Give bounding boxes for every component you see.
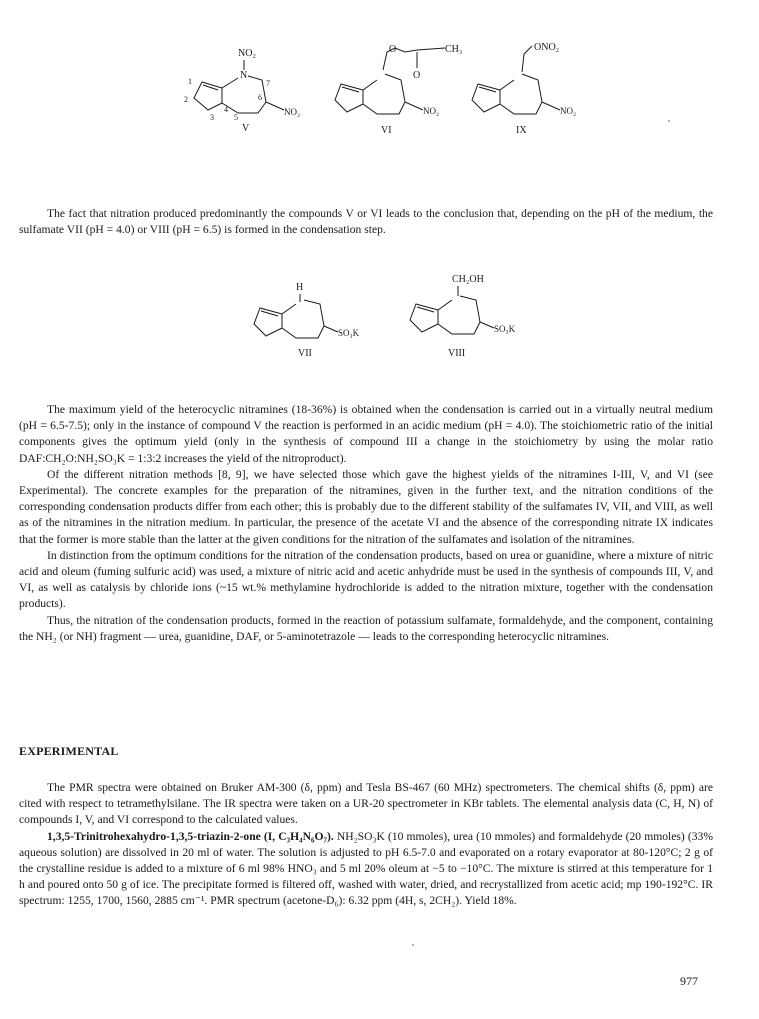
structure-VII-drawing	[252, 278, 372, 363]
structure-VIII-drawing	[404, 270, 524, 365]
speck	[412, 944, 414, 946]
discussion-paragraph: Of the different nitration methods [8, 9], we have selected those which gave the highest yields of the nitramines I-III, V, and VI (see Experimental). The concrete examples for the preparation of the nitramines, given in the further text, and the nitration conditions of the corresponding condensation products differ from each other; this is probably due to the different stability of the sulfamates IV, VII, and VIII, as well as of the nitramines in the nitration medium. In particular, the presence of the acetate VI and the absence of the corresponding nitrate IX indicates that the former is more stable than the latter at the given conditions for the nitration of the sulfamates and isolation of the nitramines.	[19, 467, 713, 546]
discussion-paragraph: The maximum yield of the heterocyclic nitramines (18-36%) is obtained when the condensation is carried out in a virtually neutral medium (pH = 6.5-7.5); only in the instance of compound V the reaction is performed in an acidic medium (pH = 4.0). The stoichiometric ratio of the initial components gives the optimum yield (only in the synthesis of compound III a change in the stoichiometry by using the molar ratio DAF:CH₂O:NH₂SO₃K = 1:3:2 increases the yield of the nitroproduct).	[19, 403, 713, 465]
structure-IX-drawing	[468, 30, 608, 135]
svg-text:CH₂OH: CH₂OH	[452, 274, 484, 285]
svg-text:CH₃: CH₃	[445, 44, 463, 55]
page-number: 977	[680, 974, 698, 988]
procedure-text: NH₂SO₃K (10 mmoles), urea (10 mmoles) and formaldehyde (20 mmoles) (33% aqueous solution) are dissolved in 20 ml of water. The solution is adjusted to pH 6.5-7.0 and evaporated on a rotary evaporator at 80-120°C; 2 g of the crystalline residue is added to a mixture of 6 ml 98% HNO₃ and 5 ml 20% oleum at −5 to −10°C. The mixture is stirred at this temperature for 1 h and poured onto 50 g of ice. The precipitate formed is filtered off, washed with water, dried, and recrystallized from acetic acid; mp 190-192°C. IR spectrum: 1255, 1700, 1560, 2885 cm⁻¹. PMR spectrum (acetone-D₆): 6.32 ppm (4H, s, 2CH₂). Yield 18%.	[19, 829, 713, 908]
svg-text:IX: IX	[516, 125, 527, 136]
svg-text:O: O	[413, 70, 421, 81]
structure-VI	[325, 30, 475, 135]
svg-text:VIII: VIII	[448, 348, 466, 359]
svg-text:SO₃K: SO₃K	[494, 324, 516, 334]
svg-text:3: 3	[210, 113, 214, 122]
svg-text:SO₃K: SO₃K	[338, 328, 360, 338]
paragraph-intro	[19, 206, 713, 238]
svg-text:H: H	[296, 282, 304, 293]
svg-text:6: 6	[258, 93, 262, 102]
svg-text:NO₂: NO₂	[284, 107, 301, 117]
structure-V-drawing	[180, 40, 320, 135]
svg-text:VII: VII	[298, 348, 312, 359]
discussion-paragraph: In distinction from the optimum conditions for the nitration of the condensation products, based on urea or guanidine, where a mixture of nitric acid and oleum (fuming sulfuric acid) was used, a mixture of nitric acid and acetic anhydride must be used in the synthesis of compounds III, V, and VI, as well as catalysis by chloride ions (~15 wt.% methylamine hydrochloride is added to the nitration mixture, together with the condensation products).	[19, 548, 713, 611]
svg-text:NO₂: NO₂	[238, 48, 256, 59]
experimental-procedure	[19, 829, 713, 910]
structure-VII	[252, 278, 372, 363]
svg-text:7: 7	[266, 79, 270, 88]
svg-text:ONO₂: ONO₂	[534, 42, 560, 53]
discussion-paragraph: Thus, the nitration of the condensation products, formed in the reaction of potassium sulfamate, formaldehyde, and the component, containing the NH₂ (or NH) fragment — urea, guanidine, DAF, or 5-aminotetrazole — leads to the corresponding heterocyclic nitramines.	[19, 613, 713, 643]
discussion-block	[19, 402, 713, 645]
svg-text:V: V	[242, 123, 250, 134]
experimental-block	[19, 780, 713, 910]
experimental-paragraph: The PMR spectra were obtained on Bruker AM-300 (δ, ppm) and Tesla BS-467 (60 MHz) spectrometers. The chemical shifts (δ, ppm) are cited with respect to tetramethylsilane. The IR spectra were taken on a UR-20 spectrometer in KBr tablets. The elemental analysis data (C, H, N) of compounds I, V, and VI correspond to the calculated values.	[19, 781, 713, 827]
structure-V	[180, 40, 320, 135]
svg-text:1: 1	[188, 77, 192, 86]
speck	[668, 120, 670, 122]
compound-title: 1,3,5-Trinitrohexahydro-1,3,5-triazin-2-one (I, C₃H₄N₆O₇).	[47, 829, 334, 843]
section-heading: EXPERIMENTAL	[19, 744, 119, 758]
svg-text:5: 5	[234, 113, 238, 122]
svg-text:VI: VI	[381, 125, 392, 136]
paragraph-text: The fact that nitration produced predominantly the compounds V or VI leads to the conclusion that, depending on the pH of the medium, the sulfamate VII (pH = 4.0) or VIII (pH = 6.5) is formed in the condensation step.	[19, 207, 713, 237]
svg-text:2: 2	[184, 95, 188, 104]
svg-text:4: 4	[224, 105, 228, 114]
svg-text:NO₂: NO₂	[560, 106, 577, 116]
svg-text:N: N	[240, 70, 248, 81]
structure-VI-drawing	[325, 30, 475, 135]
structure-VIII	[404, 270, 524, 365]
structure-IX	[468, 30, 608, 135]
svg-text:NO₂: NO₂	[423, 106, 440, 116]
svg-text:O: O	[389, 44, 397, 55]
